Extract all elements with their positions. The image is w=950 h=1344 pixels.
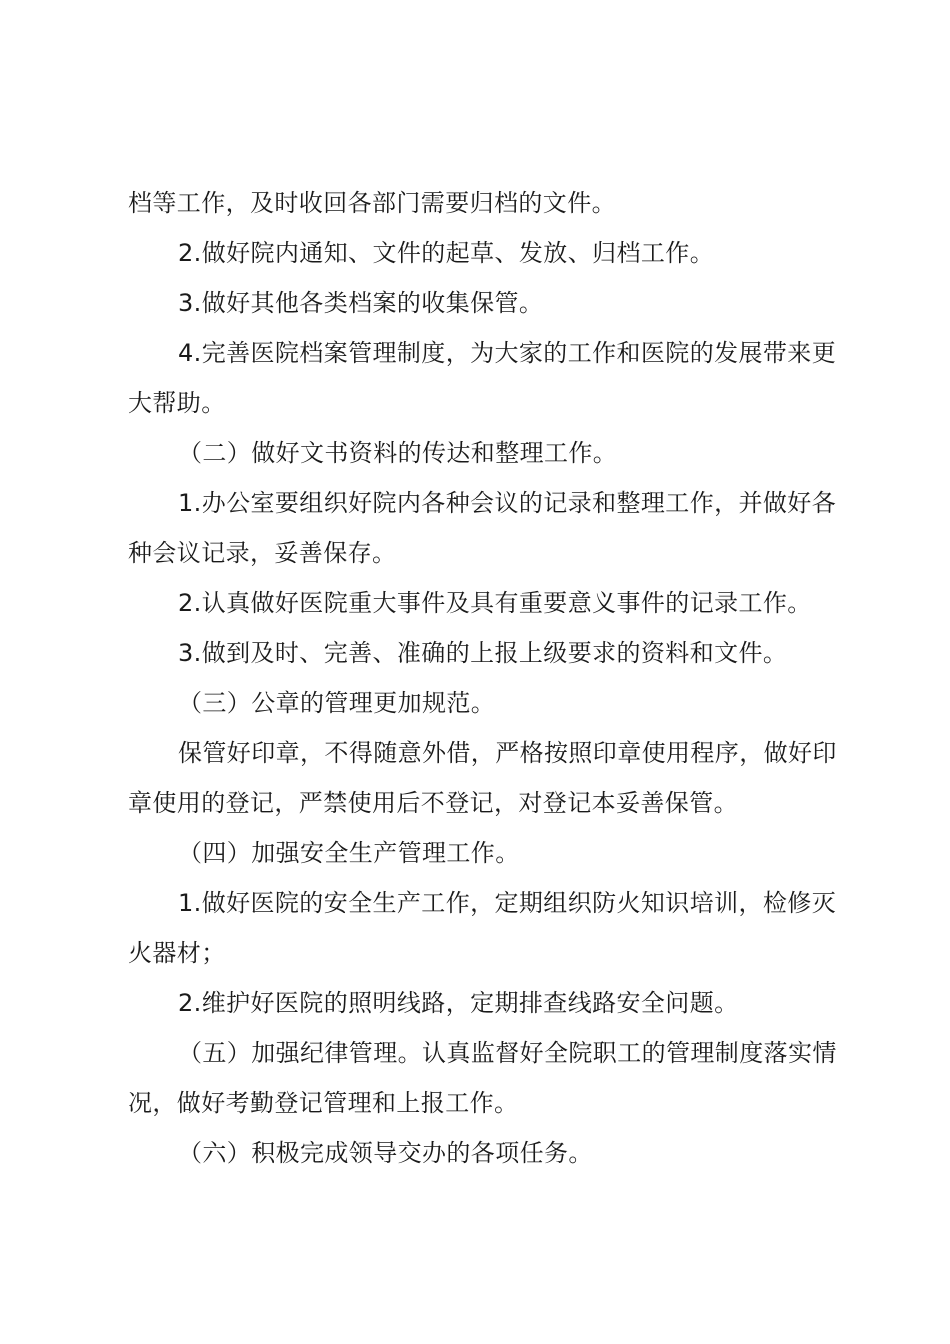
section-heading-assigned-tasks: （六）积极完成领导交办的各项任务。 — [178, 1139, 593, 1167]
paragraph-fire-safety: 1.做好医院的安全生产工作，定期组织防火知识培训，检修灭火器材； — [128, 889, 837, 967]
paragraph-archive-continuation: 档等工作，及时收回各部门需要归档的文件。 — [128, 189, 616, 217]
section-heading-documents: （二）做好文书资料的传达和整理工作。 — [178, 439, 618, 467]
section-heading-safety: （四）加强安全生产管理工作。 — [178, 839, 520, 867]
paragraph-meeting-records: 1.办公室要组织好院内各种会议的记录和整理工作，并做好各种会议记录，妥善保存。 — [128, 489, 837, 567]
paragraph-reporting: 3.做到及时、完善、准确的上报上级要求的资料和文件。 — [178, 639, 788, 667]
section-heading-seals: （三）公章的管理更加规范。 — [178, 689, 496, 717]
paragraph-lighting-maintenance: 2.维护好医院的照明线路，定期排查线路安全问题。 — [178, 989, 739, 1017]
section-heading-discipline: （五）加强纪律管理。认真监督好全院职工的管理制度落实情况，做好考勤登记管理和上报工作。 — [128, 1039, 837, 1117]
document-body — [128, 178, 838, 1178]
paragraph-notice-drafting: 2.做好院内通知、文件的起草、发放、归档工作。 — [178, 239, 715, 267]
paragraph-major-events: 2.认真做好医院重大事件及具有重要意义事件的记录工作。 — [178, 589, 812, 617]
paragraph-archive-system: 4.完善医院档案管理制度，为大家的工作和医院的发展带来更大帮助。 — [128, 339, 837, 417]
paragraph-archive-collection: 3.做好其他各类档案的收集保管。 — [178, 289, 544, 317]
paragraph-seal-custody: 保管好印章，不得随意外借，严格按照印章使用程序，做好印章使用的登记，严禁使用后不登记，对登记本妥善保管。 — [128, 739, 837, 817]
